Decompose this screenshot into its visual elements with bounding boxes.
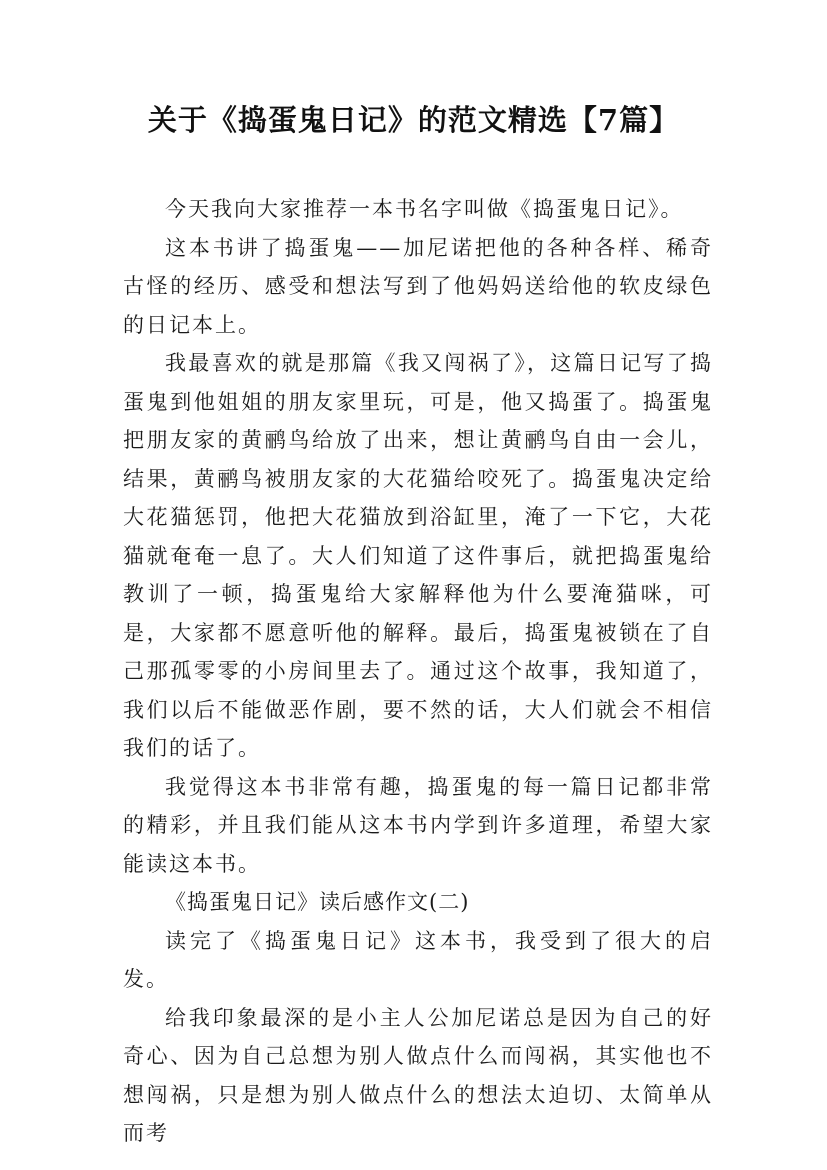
- paragraph: 读完了《捣蛋鬼日记》这本书，我受到了很大的启发。: [123, 928, 713, 991]
- paragraph: 我最喜欢的就是那篇《我又闯祸了》，这篇日记写了捣蛋鬼到他姐姐的朋友家里玩，可是，他又捣蛋了。捣蛋鬼把朋友家的黄鹂鸟给放了出来，想让黄鹂鸟自由一会儿，结果，黄鹂鸟被朋友家的大花猫给咬死了。捣蛋鬼决定给大花猫惩罚，他把大花猫放到浴缸里，淹了一下它，大花猫就奄奄一息了。大人们知道了这件事后，就把捣蛋鬼给教训了一顿，捣蛋鬼给大家解释他为什么要淹猫咪，可是，大家都不愿意听他的解释。最后，捣蛋鬼被锁在了自己那孤零零的小房间里去了。通过这个故事，我知道了，我们以后不能做恶作剧，要不然的话，大人们就会不相信我们的话了。: [123, 351, 713, 760]
- paragraph: 给我印象最深的是小主人公加尼诺总是因为自己的好奇心、因为自己总想为别人做点什么而闯祸，其实他也不想闯祸，只是想为别人做点什么的想法太迫切、太简单从而考: [123, 1005, 713, 1145]
- paragraph: 今天我向大家推荐一本书名字叫做《捣蛋鬼日记》。: [165, 197, 684, 221]
- section-heading: 《捣蛋鬼日记》读后感作文(二): [165, 890, 470, 914]
- document-body: [123, 190, 713, 1153]
- document-title: 关于《捣蛋鬼日记》的范文精选【7篇】: [147, 103, 680, 137]
- paragraph: 我觉得这本书非常有趣，捣蛋鬼的每一篇日记都非常的精彩，并且我们能从这本书内学到许多道理，希望大家能读这本书。: [123, 774, 713, 876]
- paragraph: 这本书讲了捣蛋鬼——加尼诺把他的各种各样、稀奇古怪的经历、感受和想法写到了他妈妈送给他的软皮绿色的日记本上。: [123, 235, 713, 337]
